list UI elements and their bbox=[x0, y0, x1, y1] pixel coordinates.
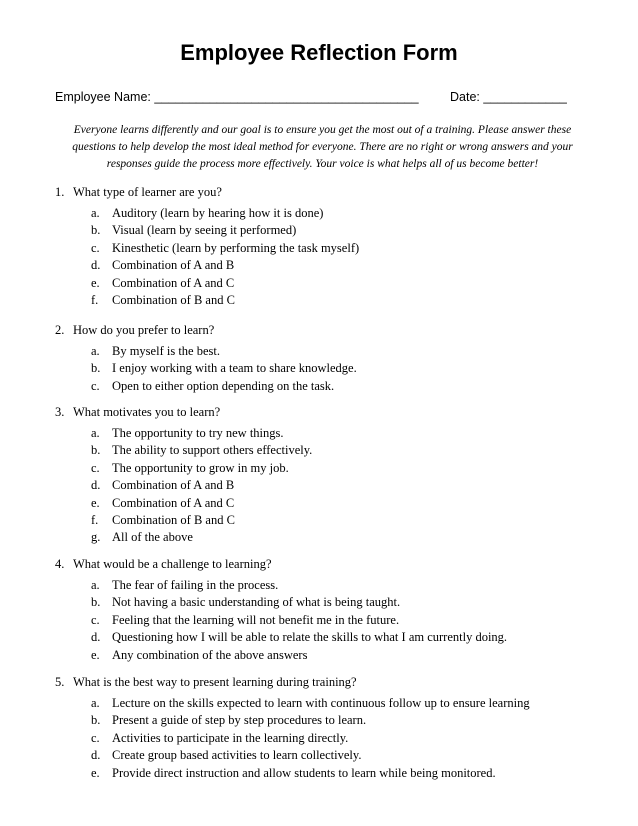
option-letter: a. bbox=[91, 578, 100, 592]
option-letter: f. bbox=[91, 292, 99, 307]
question-5 bbox=[55, 674, 615, 782]
question-number: 1. bbox=[55, 185, 65, 199]
answer-option[interactable] bbox=[55, 205, 615, 222]
answer-option[interactable] bbox=[55, 712, 615, 729]
date-field[interactable]: Date: ____________ bbox=[450, 90, 567, 104]
option-letter: e. bbox=[91, 495, 100, 510]
option-letter: b. bbox=[91, 361, 101, 376]
option-text: Questioning how I will be able to relate the skills to what I am currently doing. bbox=[112, 630, 508, 645]
question-text bbox=[55, 184, 615, 205]
answer-option[interactable] bbox=[55, 222, 615, 239]
option-text: Lecture on the skills expected to learn with continuous follow up to ensure learning bbox=[112, 696, 530, 710]
option-letter: c. bbox=[91, 730, 100, 745]
option-letter: d. bbox=[91, 258, 101, 273]
option-text: Combination of A and C bbox=[112, 275, 235, 290]
option-letter: d. bbox=[91, 630, 101, 645]
answer-option[interactable] bbox=[55, 343, 615, 360]
question-label: What type of learner are you? bbox=[73, 185, 222, 199]
answer-options bbox=[55, 343, 615, 395]
employee-name-field[interactable]: Employee Name: ______________________________________ bbox=[55, 90, 419, 104]
answer-option[interactable] bbox=[55, 747, 615, 764]
answer-option[interactable] bbox=[55, 442, 615, 459]
answer-option[interactable] bbox=[55, 292, 615, 309]
option-letter: c. bbox=[91, 612, 100, 627]
question-label: What would be a challenge to learning? bbox=[73, 557, 272, 571]
answer-option[interactable] bbox=[55, 695, 615, 712]
option-text: Visual (learn by seeing it performed) bbox=[112, 223, 297, 238]
answer-option[interactable] bbox=[55, 425, 615, 442]
answer-option[interactable] bbox=[55, 360, 615, 377]
option-text: Combination of B and C bbox=[112, 512, 235, 527]
option-letter: f. bbox=[91, 512, 99, 527]
option-text: Create group based activities to learn collectively. bbox=[112, 748, 362, 763]
option-text: Combination of A and B bbox=[112, 478, 235, 493]
option-text: Combination of A and B bbox=[112, 258, 235, 273]
option-text: I enjoy working with a team to share knowledge. bbox=[112, 361, 357, 376]
option-text: Provide direct instruction and allow students to learn while being monitored. bbox=[112, 765, 496, 780]
answer-option[interactable] bbox=[55, 730, 615, 747]
answer-option[interactable] bbox=[55, 512, 615, 529]
option-letter: a. bbox=[91, 696, 100, 710]
option-text: Feeling that the learning will not benefit me in the future. bbox=[112, 612, 400, 627]
option-text: The opportunity to grow in my job. bbox=[112, 460, 289, 475]
option-letter: e. bbox=[91, 647, 100, 662]
answer-option[interactable] bbox=[55, 765, 615, 782]
option-letter: a. bbox=[91, 426, 100, 440]
option-text: Combination of A and C bbox=[112, 495, 235, 510]
option-text: Auditory (learn by hearing how it is done) bbox=[112, 206, 324, 220]
answer-options bbox=[55, 695, 615, 782]
answer-option[interactable] bbox=[55, 240, 615, 257]
answer-option[interactable] bbox=[55, 477, 615, 494]
header-fields bbox=[55, 90, 585, 108]
answer-option[interactable] bbox=[55, 577, 615, 594]
option-letter: e. bbox=[91, 765, 100, 780]
answer-option[interactable] bbox=[55, 257, 615, 274]
option-text: Open to either option depending on the task. bbox=[112, 378, 335, 393]
option-text: Combination of B and C bbox=[112, 292, 235, 307]
intro-paragraph: Everyone learns differently and our goal is to ensure you get the most out of a training. Please answer these questions to help develop the most ideal method for everyone. There are no right or wrong answers and your responses guide the process more effectively. Your voice is what helps all of us become better! bbox=[72, 124, 573, 170]
option-letter: e. bbox=[91, 275, 100, 290]
option-text: Any combination of the above answers bbox=[112, 647, 308, 662]
answer-option[interactable] bbox=[55, 529, 615, 546]
form-title: Employee Reflection Form bbox=[180, 40, 458, 65]
option-text: By myself is the best. bbox=[112, 344, 220, 358]
option-text: The fear of failing in the process. bbox=[112, 578, 279, 592]
option-text: The opportunity to try new things. bbox=[112, 426, 284, 440]
answer-option[interactable] bbox=[55, 647, 615, 664]
option-letter: b. bbox=[91, 595, 101, 610]
option-letter: b. bbox=[91, 443, 101, 458]
question-text bbox=[55, 404, 615, 425]
question-number: 4. bbox=[55, 557, 65, 571]
option-letter: g. bbox=[91, 530, 101, 545]
answer-option[interactable] bbox=[55, 594, 615, 611]
question-number: 3. bbox=[55, 405, 65, 419]
question-number: 2. bbox=[55, 323, 65, 337]
option-text: All of the above bbox=[112, 530, 193, 545]
option-text: Kinesthetic (learn by performing the task myself) bbox=[112, 240, 360, 255]
answer-option[interactable] bbox=[55, 629, 615, 646]
question-4 bbox=[55, 556, 615, 664]
option-text: Activities to participate in the learning directly. bbox=[112, 730, 349, 745]
question-text bbox=[55, 322, 615, 343]
answer-option[interactable] bbox=[55, 378, 615, 395]
question-text bbox=[55, 674, 615, 695]
question-text bbox=[55, 556, 615, 577]
answer-option[interactable] bbox=[55, 460, 615, 477]
question-2 bbox=[55, 322, 615, 395]
answer-option[interactable] bbox=[55, 612, 615, 629]
option-letter: b. bbox=[91, 223, 101, 238]
answer-options bbox=[55, 205, 615, 309]
question-label: What motivates you to learn? bbox=[73, 405, 221, 419]
option-letter: a. bbox=[91, 206, 100, 220]
option-letter: d. bbox=[91, 478, 101, 493]
question-3 bbox=[55, 404, 615, 547]
option-text: Present a guide of step by step procedures to learn. bbox=[112, 713, 367, 728]
answer-option[interactable] bbox=[55, 275, 615, 292]
question-number: 5. bbox=[55, 675, 65, 689]
option-letter: c. bbox=[91, 460, 100, 475]
option-letter: c. bbox=[91, 240, 100, 255]
answer-option[interactable] bbox=[55, 495, 615, 512]
question-label: How do you prefer to learn? bbox=[73, 323, 215, 337]
option-letter: c. bbox=[91, 378, 100, 393]
option-letter: a. bbox=[91, 344, 100, 358]
option-text: Not having a basic understanding of what is being taught. bbox=[112, 595, 401, 610]
answer-options bbox=[55, 577, 615, 664]
option-letter: d. bbox=[91, 748, 101, 763]
option-text: The ability to support others effectively. bbox=[112, 443, 313, 458]
question-1 bbox=[55, 184, 615, 309]
option-letter: b. bbox=[91, 713, 101, 728]
answer-options bbox=[55, 425, 615, 547]
question-label: What is the best way to present learning during training? bbox=[73, 675, 357, 689]
